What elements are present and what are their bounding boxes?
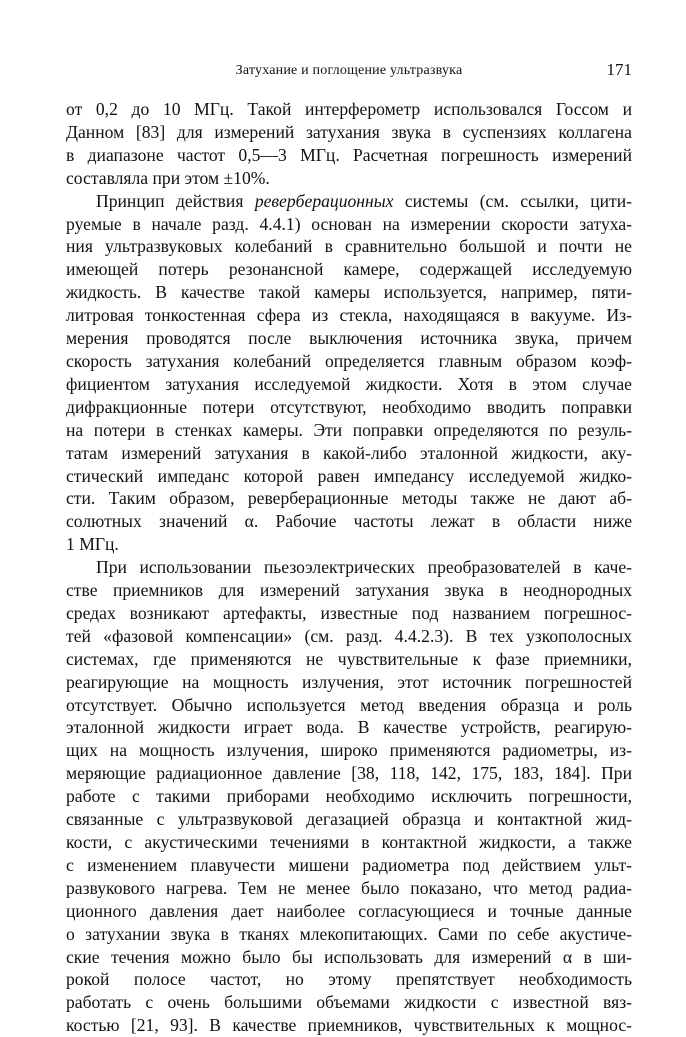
text-line: скорость затухания колебаний определяется главным образом коэф- xyxy=(66,350,632,371)
text-line: связанные с ультразвуковой дегазацией образца и контактной жид- xyxy=(66,809,632,830)
text-line: солютных значений α. Рабочие частоты лежат в области ниже xyxy=(66,511,632,532)
text-line: стве приемников для измерений затухания звука в неоднородных xyxy=(66,580,632,601)
text-line: отсутствует. Обычно используется метод введения образца и роль xyxy=(66,694,632,715)
text-line: на потери в стенках камеры. Эти поправки определяются по резуль- xyxy=(66,419,632,440)
text-line: мерения проводятся после выключения источника звука, причем xyxy=(66,328,632,349)
text-line: имеющей потерь резонансной камере, содержащей исследуемую xyxy=(66,259,632,280)
text-line: руемые в начале разд. 4.4.1) основан на измерении скорости затуха- xyxy=(66,213,632,234)
running-title: Затухание и поглощение ультразвука xyxy=(235,63,463,78)
text-line: ские течения можно было бы использовать для измерений α в ши- xyxy=(66,946,632,967)
text-line: в диапазоне частот 0,5—3 МГц. Расчетная погрешность измерений xyxy=(66,144,632,165)
text-line: кости, с акустическими течениями в контактной жидкости, а также xyxy=(66,832,632,852)
text-line: развукового нагрева. Тем не менее было показано, что метод радиа- xyxy=(66,877,632,898)
paragraph-1 xyxy=(66,98,632,190)
page-header xyxy=(66,60,632,84)
text-line: жидкость. В качестве такой камеры используется, например, пяти- xyxy=(66,282,632,303)
text-line: сти. Таким образом, реверберационные методы также не дают аб- xyxy=(66,488,632,509)
text-line: с изменением плавучести мишени радиометра под действием ульт- xyxy=(66,854,632,875)
text-line: ния ультразвуковых колебаний в сравнительно большой и почти не xyxy=(66,236,632,257)
text-line-with-emphasis xyxy=(66,190,632,213)
emphasized-term: реверберационных xyxy=(254,190,394,211)
text-line: стический импеданс которой равен импедансу исследуемой жидко- xyxy=(66,465,632,486)
text-line: щих на мощность излучения, широко применяются радиометры, из- xyxy=(66,740,632,761)
text-line: средах возникают артефакты, известные под названием погрешнос- xyxy=(66,602,632,623)
page-number: 171 xyxy=(606,60,632,79)
text-line: фициентом затухания исследуемой жидкости. Хотя в этом случае xyxy=(66,373,632,394)
text-line: реагирующие на мощность излучения, этот источник погрешностей xyxy=(66,671,632,692)
text-line: татам измерений затухания в какой-либо эталонной жидкости, аку- xyxy=(66,442,632,463)
text-line: работать с очень большими объемами жидкости с известной вяз- xyxy=(66,992,632,1013)
paragraph-2 xyxy=(66,190,632,557)
text-line: рокой полосе частот, но этому препятствует необходимость xyxy=(66,969,632,990)
text-line: дифракционные потери отсутствуют, необходимо вводить поправки xyxy=(66,396,632,417)
line-end: системы (см. ссылки, цити- xyxy=(393,190,633,211)
text-line: о затухании звука в тканях млекопитающих. Сами по себе акустиче- xyxy=(66,923,632,944)
paragraph-3 xyxy=(66,556,632,1037)
text-line: от 0,2 до 10 МГц. Такой интерферометр использовался Госсом и xyxy=(66,99,632,119)
text-line: работе с такими приборами необходимо исключить погрешности, xyxy=(66,786,632,807)
text-line: тей «фазовой компенсации» (см. разд. 4.4.2.3). В тех узкополосных xyxy=(66,625,632,646)
text-line: системах, где применяются не чувствительные к фазе приемники, xyxy=(66,648,632,669)
body-text xyxy=(66,98,632,1037)
text-line: меряющие радиационное давление [38, 118, 142, 175, 183, 184]. При xyxy=(66,763,632,784)
text-line: Данном [83] для измерений затухания звука в суспензиях коллагена xyxy=(66,121,632,142)
text-line: костью [21, 93]. В качестве приемников, чувствительных к мощнос- xyxy=(66,1015,632,1036)
text-line: эталонной жидкости играет вода. В качестве устройств, реагирую- xyxy=(66,717,632,738)
text-line: 1 МГц. xyxy=(66,534,119,555)
text-line: литровая тонкостенная сфера из стекла, находящаяся в вакууме. Из- xyxy=(66,305,632,326)
text-line: ционного давления дает наиболее согласующиеся и точные данные xyxy=(66,900,632,921)
line-start: Принцип действия xyxy=(96,190,255,211)
text-line: составляла при этом ±10%. xyxy=(66,167,270,188)
text-line: При использовании пьезоэлектрических преобразователей в каче- xyxy=(96,557,632,578)
